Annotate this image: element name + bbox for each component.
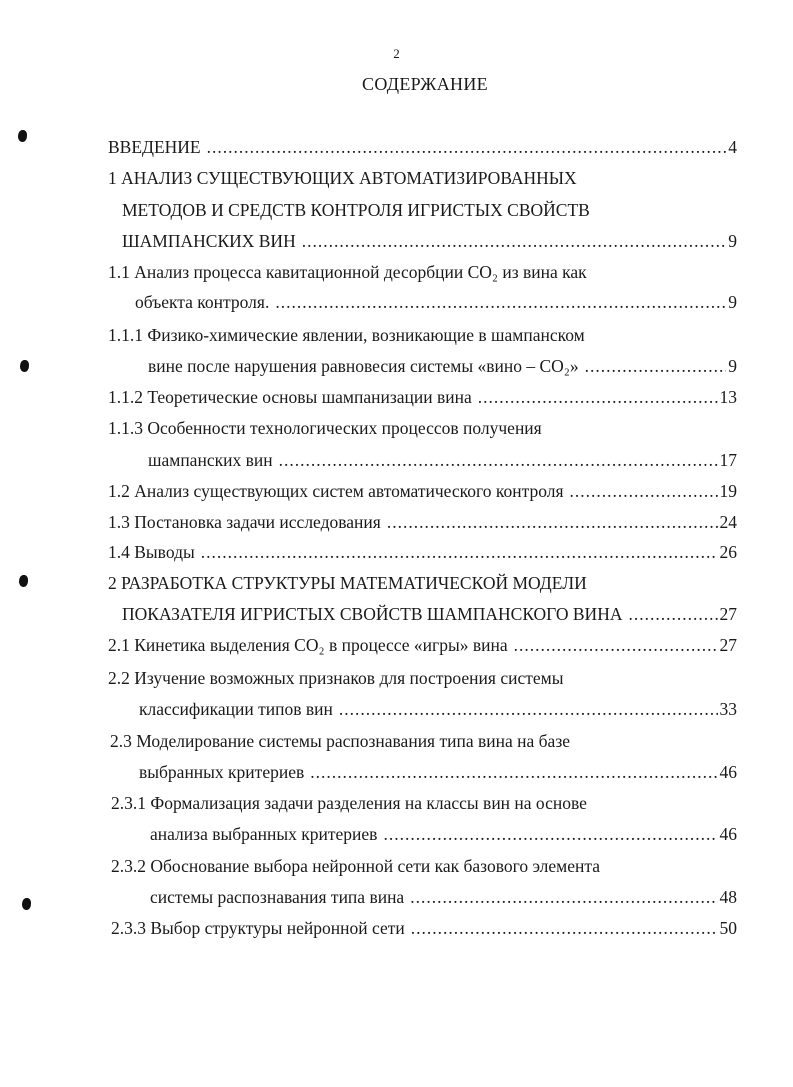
toc-entry-line	[108, 325, 585, 347]
toc-entry-text: 2.1 Кинетика выделения CO₂ в процессе «игры» вина	[108, 635, 508, 655]
dot-leader	[207, 137, 727, 158]
toc-page-number: 9	[728, 231, 737, 251]
toc-entry	[150, 887, 737, 909]
dot-leader	[302, 231, 727, 252]
toc-entry	[108, 635, 737, 657]
toc-entry-text: системы распознавания типа вина	[150, 887, 405, 907]
dot-leader	[585, 356, 727, 377]
dot-leader	[201, 542, 718, 563]
dot-leader	[387, 512, 718, 533]
toc-entry	[108, 387, 737, 409]
toc-entry	[122, 231, 737, 253]
toc-entry-line	[108, 668, 563, 690]
toc-entry-line	[108, 573, 587, 595]
toc-entry-line	[111, 856, 600, 878]
page-number: 2	[393, 46, 400, 61]
toc-entry-text: 2.3 Моделирование системы распознавания типа вина на базе	[110, 731, 570, 751]
toc-page-number: 13	[719, 387, 737, 407]
toc-entry	[150, 824, 737, 846]
dot-leader	[279, 450, 718, 471]
toc-entry-text: 1.4 Выводы	[108, 542, 195, 562]
toc-entry	[135, 292, 737, 314]
toc-page-number: 27	[719, 635, 737, 655]
toc-page-number: 46	[719, 824, 737, 844]
scan-mark-icon	[20, 360, 29, 372]
toc-entry	[139, 699, 737, 721]
toc-entry-text: шампанских вин	[148, 450, 273, 470]
toc-entry-text: 1.3 Постановка задачи исследования	[108, 512, 381, 532]
dot-leader	[478, 387, 718, 408]
toc-entry	[108, 137, 737, 159]
toc-entry-line	[111, 793, 587, 815]
toc-entry-text: 2.3.1 Формализация задачи разделения на классы вин на основе	[111, 793, 587, 813]
toc-page-number: 9	[728, 292, 737, 312]
toc-page-number: 27	[719, 604, 737, 624]
toc-entry-text: анализа выбранных критериев	[150, 824, 378, 844]
dot-leader	[514, 635, 718, 656]
scan-mark-icon	[19, 575, 28, 587]
scan-mark-icon	[18, 130, 27, 142]
toc-entry	[122, 604, 737, 626]
toc-page-number: 19	[719, 481, 737, 501]
dot-leader	[275, 292, 726, 313]
toc-entry-text: 2.3.3 Выбор структуры нейронной сети	[111, 918, 405, 938]
toc-entry	[148, 356, 737, 378]
toc-page-number: 4	[728, 137, 737, 157]
scan-mark-icon	[22, 898, 31, 910]
toc-entry	[108, 542, 737, 564]
toc-entry-text: классификации типов вин	[139, 699, 333, 719]
toc-page-number: 48	[719, 887, 737, 907]
toc-page-number: 46	[719, 762, 737, 782]
toc-entry-text: ШАМПАНСКИХ ВИН	[122, 231, 296, 251]
dot-leader	[410, 887, 717, 908]
dot-leader	[310, 762, 717, 783]
toc-entry-text: 1 АНАЛИЗ СУЩЕСТВУЮЩИХ АВТОМАТИЗИРОВАННЫХ	[108, 168, 577, 188]
toc-entry-text: 2 РАЗРАБОТКА СТРУКТУРЫ МАТЕМАТИЧЕСКОЙ МОДЕЛИ	[108, 573, 587, 593]
toc-entry-line	[108, 418, 542, 440]
toc-entry-line	[110, 731, 570, 753]
toc-entry-text: 1.1.2 Теоретические основы шампанизации вина	[108, 387, 472, 407]
toc-page-number: 50	[719, 918, 737, 938]
page-title: СОДЕРЖАНИЕ	[362, 74, 488, 94]
toc-page-number: 33	[719, 699, 737, 719]
toc-entry-text: ВВЕДЕНИЕ	[108, 137, 201, 157]
toc-entry-text: 1.1 Анализ процесса кавитационной десорбции CO₂ из вина как	[108, 262, 587, 282]
toc-entry	[148, 450, 737, 472]
toc-page-number: 24	[719, 512, 737, 532]
toc-entry	[111, 918, 737, 940]
dot-leader	[570, 481, 718, 502]
dot-leader	[628, 604, 717, 625]
toc-entry	[108, 512, 737, 534]
dot-leader	[339, 699, 718, 720]
toc-entry	[108, 481, 737, 503]
toc-entry-text: МЕТОДОВ И СРЕДСТВ КОНТРОЛЯ ИГРИСТЫХ СВОЙСТВ	[122, 200, 590, 220]
toc-entry-text: ПОКАЗАТЕЛЯ ИГРИСТЫХ СВОЙСТВ ШАМПАНСКОГО ВИНА	[122, 604, 623, 624]
toc-entry-text: 2.2 Изучение возможных признаков для построения системы	[108, 668, 564, 688]
toc-entry-text: 1.2 Анализ существующих систем автоматического контроля	[108, 481, 564, 501]
dot-leader	[411, 918, 718, 939]
toc-entry-text: 2.3.2 Обоснование выбора нейронной сети как базового элемента	[111, 856, 600, 876]
toc-entry-text: 1.1.3 Особенности технологических процессов получения	[108, 418, 542, 438]
toc-entry	[139, 762, 737, 784]
toc-page-number: 26	[719, 542, 737, 562]
toc-entry-line	[122, 200, 590, 222]
toc-entry-line	[108, 262, 587, 284]
toc-entry-text: объекта контроля.	[135, 292, 270, 312]
toc-entry-text: вине после нарушения равновесия системы «вино – CO₂»	[148, 356, 579, 376]
toc-entry-text: 1.1.1 Физико-химические явлении, возникающие в шампанском	[108, 325, 585, 345]
dot-leader	[383, 824, 717, 845]
toc-page-number: 17	[719, 450, 737, 470]
toc-entry-text: выбранных критериев	[139, 762, 305, 782]
toc-entry-line	[108, 168, 577, 190]
toc-page-number: 9	[728, 356, 737, 376]
